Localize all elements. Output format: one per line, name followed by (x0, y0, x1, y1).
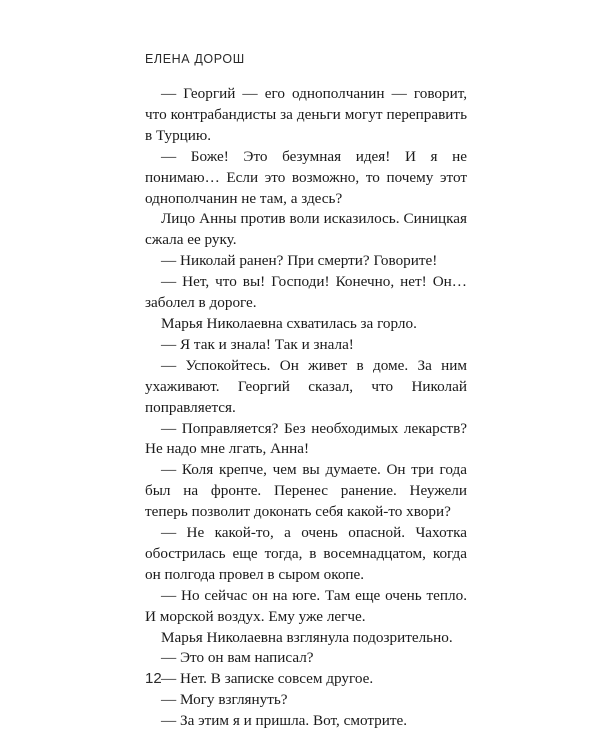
paragraph: — Это он вам написал? (161, 649, 314, 667)
paragraph: — За этим я и пришла. Вот, смотрите. (161, 712, 408, 730)
body-text (145, 84, 467, 732)
paragraph: Марья Николаевна взглянула подозрительно. (161, 628, 453, 646)
paragraph: Лицо Анны против воли исказилось. Синицкая сжала ее руку. (145, 210, 467, 249)
paragraph: — Я так и знала! Так и знала! (161, 335, 354, 353)
paragraph: — Нет, что вы! Господи! Конечно, нет! Он… заболел в дороге. (145, 273, 467, 312)
paragraph: — Нет. В записке совсем другое. (161, 670, 374, 688)
paragraph: — Но сейчас он на юге. Там еще очень тепло. И морской воздух. Ему уже легче. (145, 586, 467, 625)
paragraph: — Не какой-то, а очень опасной. Чахотка обострилась еще тогда, в восемнадцатом, когда он полгода провел в сыром окопе. (145, 524, 467, 583)
paragraph: — Николай ранен? При смерти? Говорите! (161, 252, 438, 270)
paragraph: — Боже! Это безумная идея! И я не понимаю… Если это возможно, то почему этот однополчанин не там, а здесь? (145, 147, 467, 207)
paragraph: Марья Николаевна схватилась за горло. (161, 314, 417, 332)
page-number: 12 (145, 670, 162, 687)
paragraph: — Могу взглянуть? (161, 691, 288, 709)
paragraph: — Георгий — его однополчанин — говорит, что контрабандисты за деньги могут переправить в Турцию. (145, 85, 467, 144)
paragraph: — Поправляется? Без необходимых лекарств? Не надо мне лгать, Анна! (145, 419, 467, 458)
paragraph: — Коля крепче, чем вы думаете. Он три года был на фронте. Перенес ранение. Неужели теперь позволит доконать себя какой-то хвори? (145, 461, 467, 521)
running-head-author: ЕЛЕНА ДОРОШ (145, 52, 245, 66)
paragraph: — Успокойтесь. Он живет в доме. За ним ухаживают. Георгий сказал, что Николай поправляется. (145, 356, 467, 416)
